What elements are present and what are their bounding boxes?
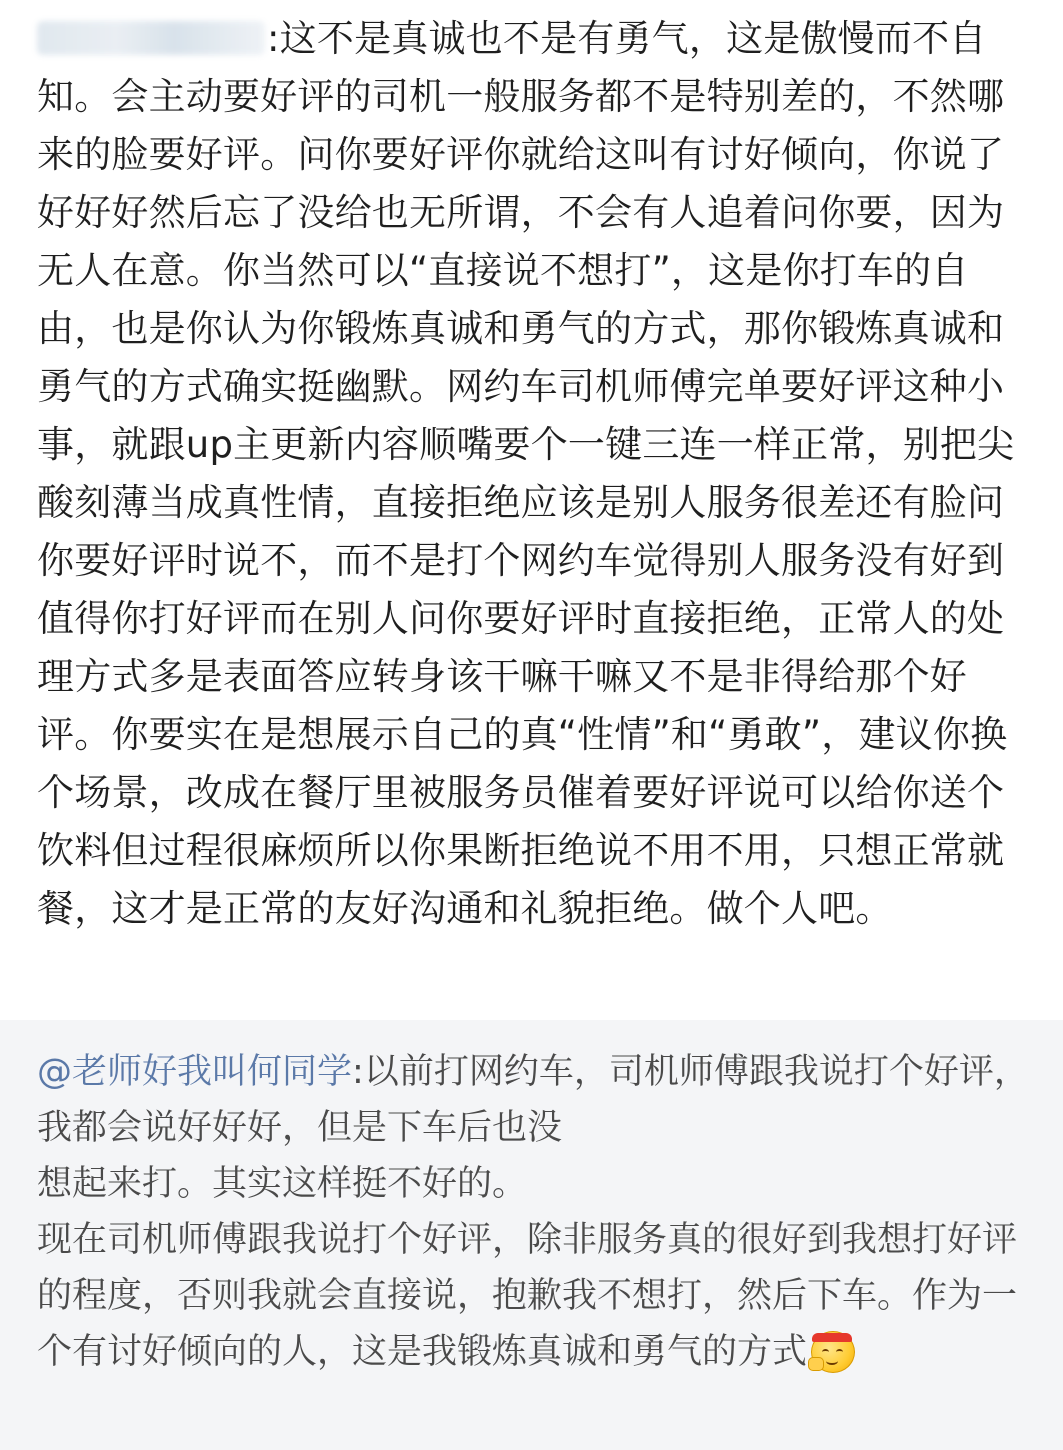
quoted-line-3 (37, 1212, 1032, 1380)
reply-separator: : (267, 17, 280, 60)
quoted-line-1 (37, 1044, 1032, 1156)
quoted-body (37, 1044, 1032, 1380)
reply-body (37, 10, 1037, 938)
quoted-text-3: 现在司机师傅跟我说打个好评，除非服务真的很好到我想打好评的程度，否则我就会直接说，抱歉我不想打，然后下车。作为一个有讨好倾向的人，这是我锻炼真诚和勇气的方式 (37, 1220, 1018, 1372)
mention-link[interactable]: @老师好我叫何同学 (37, 1052, 353, 1092)
quoted-text-1: 以前打网约车，司机师傅跟我说打个好评，我都会说好好好，但是下车后也没 (37, 1052, 1029, 1148)
reply-text: 这不是真诚也不是有勇气，这是傲慢而不自知。会主动要好评的司机一般服务都不是特别差的，不然哪来的脸要好评。问你要好评你就给这叫有讨好倾向，你说了好好好然后忘了没给也无所谓，不会有人追着问你要，因为无人在意。你当然可以“直接说不想打”，这是你打车的自由，也是你认为你锻炼真诚和勇气的方式，那你锻炼真诚和勇气的方式确实挺幽默。网约车司机师傅完单要好评这种小事，就跟up主更新内容顺嘴要个一键三连一样正常，别把尖酸刻薄当成真性情，直接拒绝应该是别人服务很差还有脸问你要好评时说不，而不是打个网约车觉得别人服务没有好到值得你打好评而在别人问你要好评时直接拒绝，正常人的处理方式多是表面答应转身该干嘛干嘛又不是非得给那个好评。你要实在是想展示自己的真“性情”和“勇敢”，建议你换个场景，改成在餐厅里被服务员催着要好评说可以给你送个饮料但过程很麻烦所以你果断拒绝说不用不用，只想正常就餐，这才是正常的友好沟通和礼貌拒绝。做个人吧。 (37, 17, 1015, 930)
fist-headband-emoji-icon (811, 1327, 855, 1371)
blurred-username (37, 21, 265, 55)
quoted-comment (0, 1020, 1063, 1450)
quoted-line-2: 想起来打。其实这样挺不好的。 (37, 1164, 528, 1204)
quoted-separator: : (352, 1052, 364, 1092)
